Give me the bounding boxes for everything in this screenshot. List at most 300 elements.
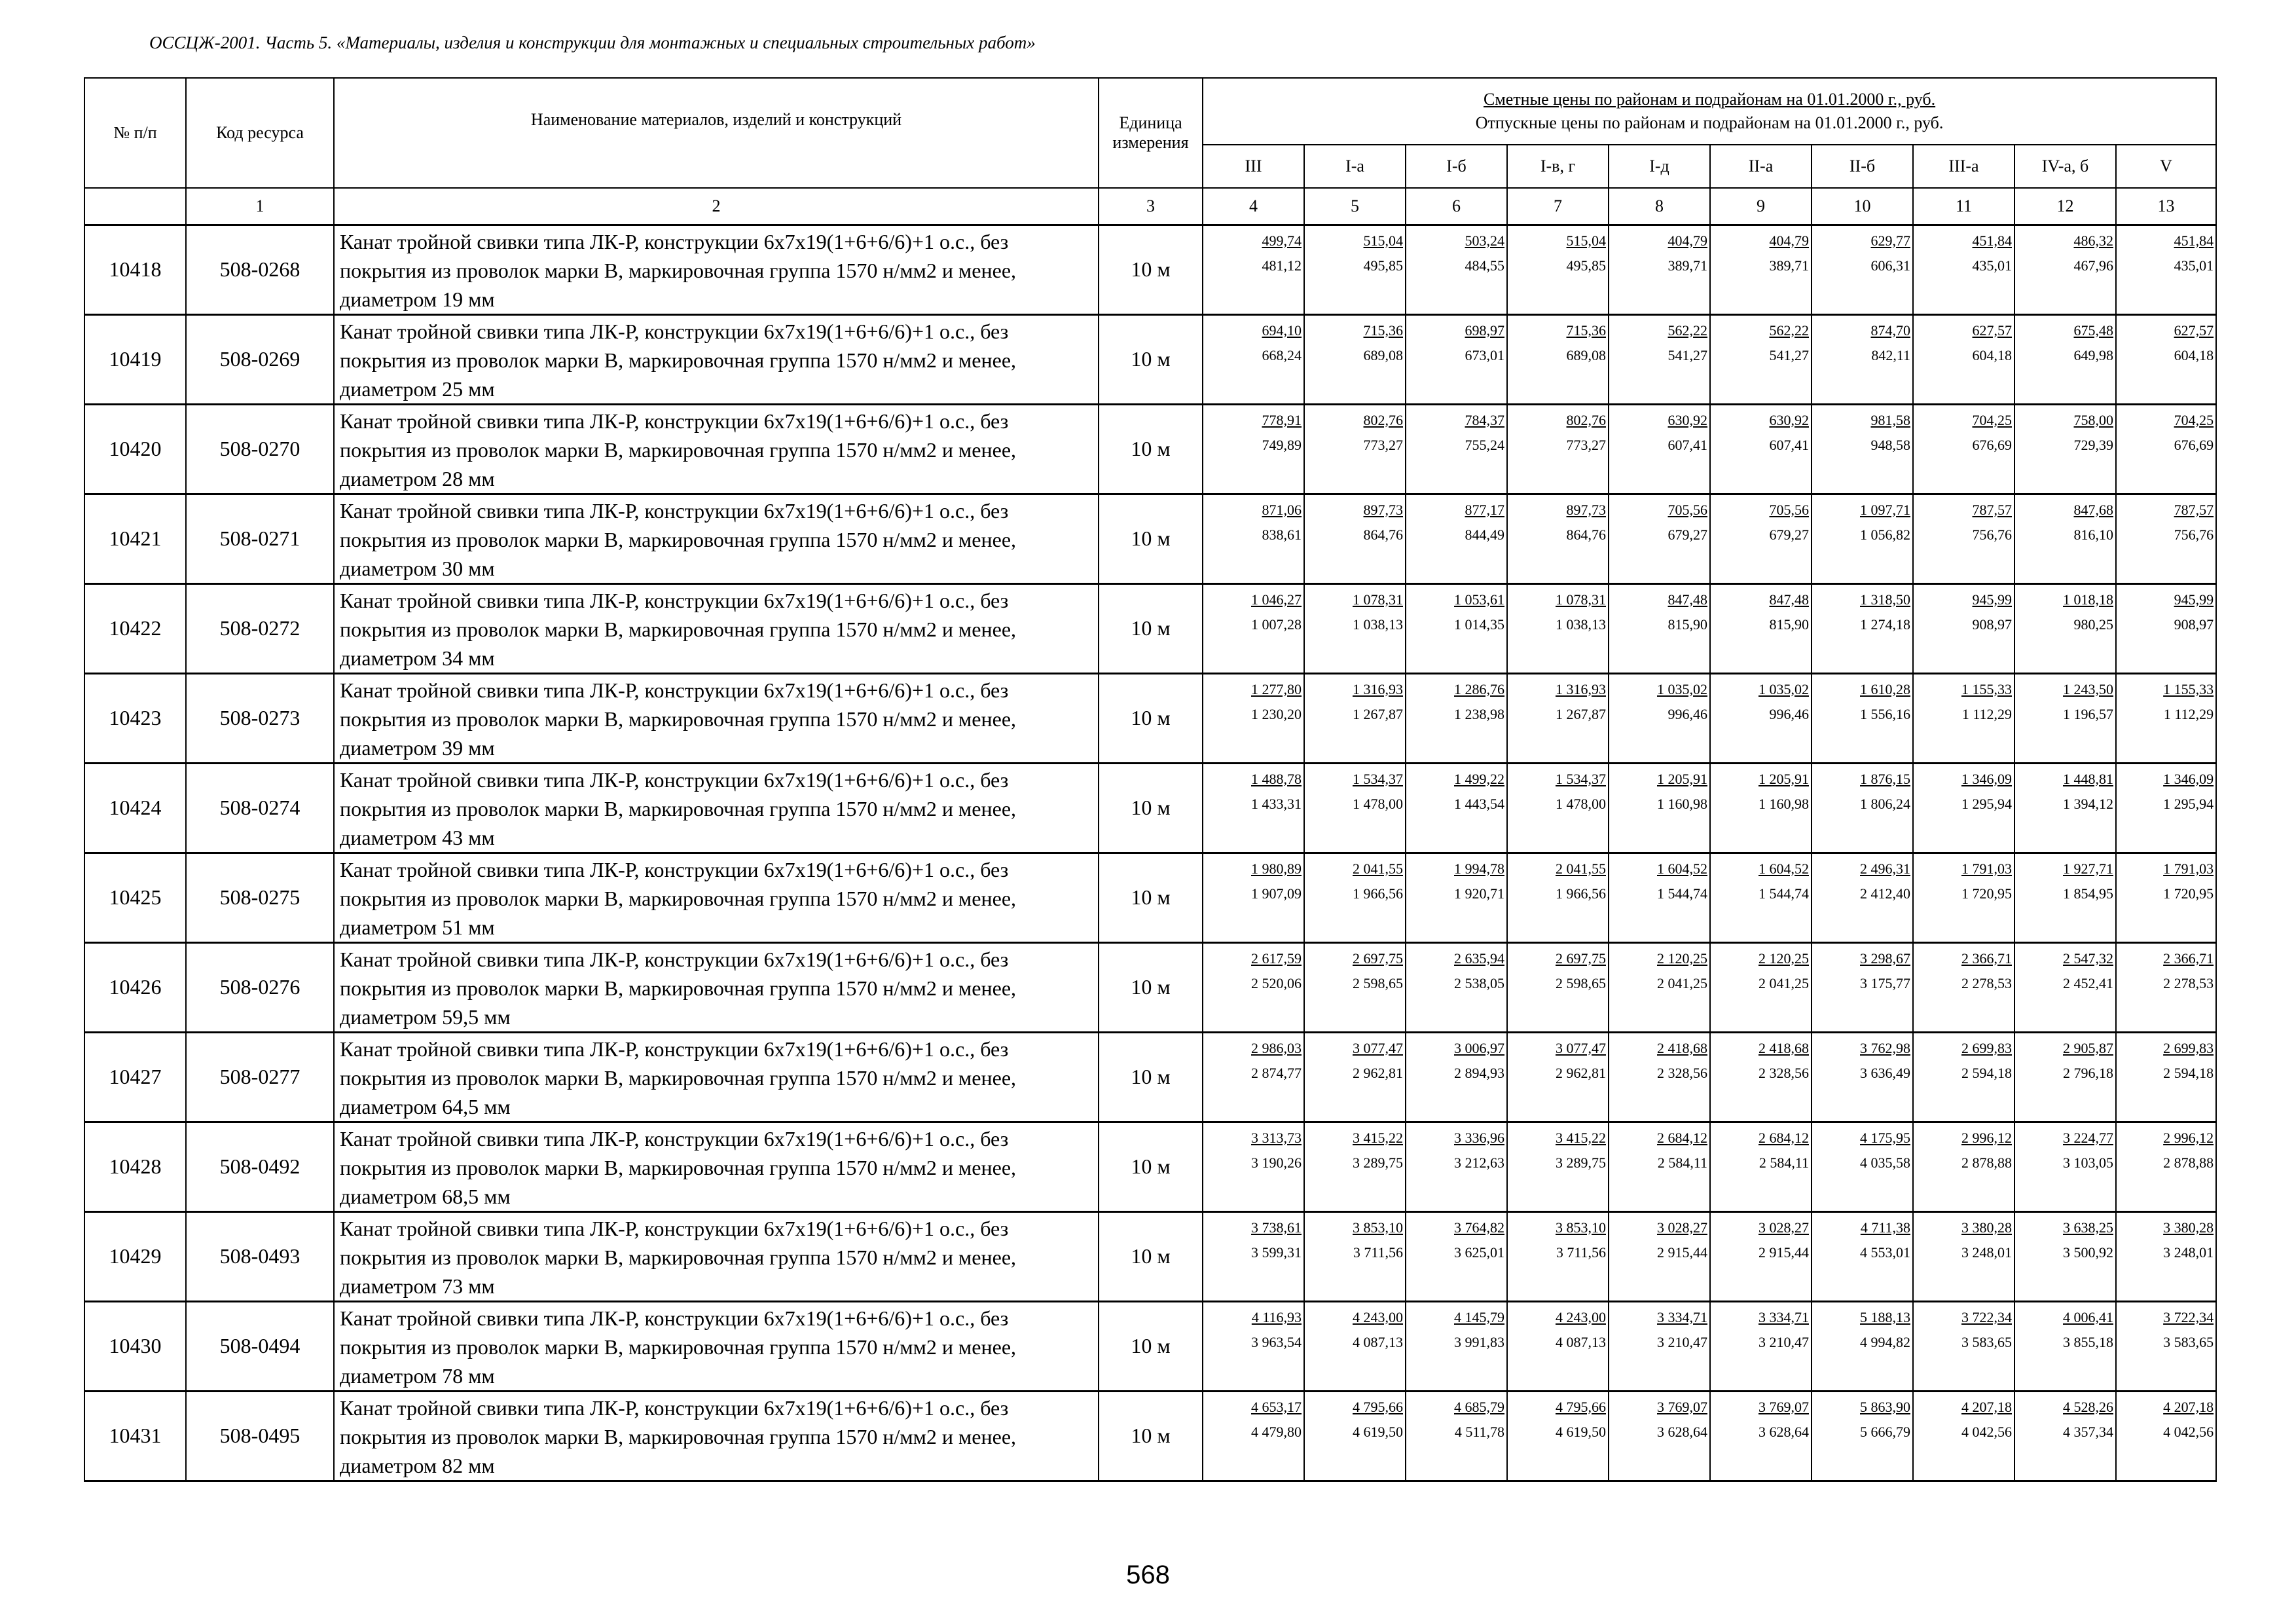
price-cell xyxy=(1913,763,2014,853)
price-cell xyxy=(2116,1301,2216,1391)
release-price: 756,76 xyxy=(2174,526,2214,543)
estimated-price: 1 876,15 xyxy=(1860,770,1910,787)
price-cell xyxy=(1203,404,1304,494)
estimated-price: 562,22 xyxy=(1667,322,1707,339)
release-price: 689,08 xyxy=(1566,346,1606,363)
price-cell xyxy=(1507,583,1609,673)
estimated-price: 787,57 xyxy=(2174,501,2214,518)
price-cell xyxy=(1710,853,1812,942)
price-cell xyxy=(1304,1391,1406,1481)
estimated-price: 1 610,28 xyxy=(1860,680,1910,697)
release-price: 2 328,56 xyxy=(1758,1064,1809,1081)
estimated-price: 404,79 xyxy=(1667,232,1707,249)
estimated-price: 4 207,18 xyxy=(1961,1398,2012,1415)
price-cell xyxy=(1304,1301,1406,1391)
release-price: 3 248,01 xyxy=(2163,1244,2214,1261)
price-cell xyxy=(1913,1122,2014,1211)
price-cell xyxy=(1609,314,1710,404)
release-price: 2 584,11 xyxy=(1657,1154,1707,1171)
estimated-price: 1 078,31 xyxy=(1353,591,1403,608)
estimated-price: 4 653,17 xyxy=(1251,1398,1302,1415)
price-cell xyxy=(1812,404,1913,494)
price-table xyxy=(84,77,2217,1482)
row-number: 10429 xyxy=(84,1211,186,1301)
estimated-price: 3 334,71 xyxy=(1758,1308,1809,1325)
estimated-price: 3 380,28 xyxy=(1961,1219,2012,1236)
estimated-price: 3 336,96 xyxy=(1454,1129,1504,1146)
estimated-price: 1 534,37 xyxy=(1353,770,1403,787)
release-price: 3 711,56 xyxy=(1556,1244,1606,1261)
release-price: 2 915,44 xyxy=(1657,1244,1707,1261)
estimated-price: 627,57 xyxy=(2174,322,2214,339)
column-number: 3 xyxy=(1099,188,1203,225)
unit: 10 м xyxy=(1099,494,1203,583)
estimated-price: 2 120,25 xyxy=(1758,950,1809,967)
unit: 10 м xyxy=(1099,225,1203,314)
price-cell xyxy=(1609,583,1710,673)
table-row xyxy=(84,583,2216,673)
estimated-price: 704,25 xyxy=(1972,411,2012,428)
material-name: Канат тройной свивки типа ЛК-Р, конструкции 6х7х19(1+6+6/6)+1 о.с., без покрытия из проволок марки В, маркировочная группа 1570 н/мм2 и менее, диаметром 68,5 мм xyxy=(334,1122,1099,1211)
release-price: 1 478,00 xyxy=(1353,795,1403,812)
estimated-price: 4 795,66 xyxy=(1353,1398,1403,1415)
release-price: 1 966,56 xyxy=(1556,885,1606,902)
release-price: 1 274,18 xyxy=(1860,616,1910,633)
material-name: Канат тройной свивки типа ЛК-Р, конструкции 6х7х19(1+6+6/6)+1 о.с., без покрытия из проволок марки В, маркировочная группа 1570 н/мм2 и менее, диаметром 82 мм xyxy=(334,1391,1099,1481)
price-cell xyxy=(1812,1391,1913,1481)
region-header: I-д xyxy=(1609,145,1710,188)
price-cell xyxy=(1710,763,1812,853)
release-price: 3 583,65 xyxy=(1961,1333,2012,1350)
release-price: 1 443,54 xyxy=(1454,795,1504,812)
release-price: 838,61 xyxy=(1262,526,1302,543)
release-price: 2 796,18 xyxy=(2063,1064,2113,1081)
price-cell xyxy=(2014,942,2116,1032)
price-cell xyxy=(1203,225,1304,314)
release-price: 4 042,56 xyxy=(1961,1423,2012,1440)
release-price: 2 328,56 xyxy=(1657,1064,1707,1081)
estimated-price: 2 496,31 xyxy=(1860,860,1910,877)
release-price: 1 038,13 xyxy=(1353,616,1403,633)
release-price: 2 598,65 xyxy=(1556,974,1606,991)
price-cell xyxy=(1812,942,1913,1032)
estimated-price: 1 448,81 xyxy=(2063,770,2113,787)
release-price: 3 248,01 xyxy=(1961,1244,2012,1261)
price-cell xyxy=(1609,942,1710,1032)
table-row xyxy=(84,853,2216,942)
release-price: 1 720,95 xyxy=(1961,885,2012,902)
release-price: 4 619,50 xyxy=(1353,1423,1403,1440)
price-cell xyxy=(1710,1391,1812,1481)
column-number: 1 xyxy=(186,188,334,225)
price-cell xyxy=(1710,225,1812,314)
row-number: 10420 xyxy=(84,404,186,494)
price-cell xyxy=(1609,853,1710,942)
col-header-unit: Единица измерения xyxy=(1099,78,1203,188)
estimated-price: 3 077,47 xyxy=(1556,1039,1606,1056)
estimated-price: 4 528,26 xyxy=(2063,1398,2113,1415)
estimated-price: 451,84 xyxy=(1972,232,2012,249)
estimated-price: 1 927,71 xyxy=(2063,860,2113,877)
price-cell xyxy=(1913,1032,2014,1122)
estimated-price: 404,79 xyxy=(1769,232,1809,249)
estimated-price: 2 996,12 xyxy=(1961,1129,2012,1146)
price-cell xyxy=(2116,1122,2216,1211)
region-header: V xyxy=(2116,145,2216,188)
column-number: 13 xyxy=(2116,188,2216,225)
release-price: 2 598,65 xyxy=(1353,974,1403,991)
estimated-price: 3 415,22 xyxy=(1353,1129,1403,1146)
price-cell xyxy=(1203,583,1304,673)
price-cell xyxy=(2014,1122,2116,1211)
table-row xyxy=(84,1301,2216,1391)
estimated-price: 3 853,10 xyxy=(1556,1219,1606,1236)
column-number: 7 xyxy=(1507,188,1609,225)
price-cell xyxy=(2014,404,2116,494)
unit: 10 м xyxy=(1099,1391,1203,1481)
price-cell xyxy=(1406,404,1507,494)
price-cell xyxy=(1304,1032,1406,1122)
release-price: 3 289,75 xyxy=(1353,1154,1403,1171)
release-price: 2 962,81 xyxy=(1556,1064,1606,1081)
row-number: 10419 xyxy=(84,314,186,404)
release-price: 749,89 xyxy=(1262,436,1302,453)
release-price: 2 874,77 xyxy=(1251,1064,1302,1081)
price-cell xyxy=(1406,1301,1507,1391)
release-price: 1 112,29 xyxy=(1961,705,2012,722)
price-cell xyxy=(1710,1211,1812,1301)
estimated-price: 3 006,97 xyxy=(1454,1039,1504,1056)
price-cell xyxy=(1609,1211,1710,1301)
price-cell xyxy=(1304,583,1406,673)
release-price: 2 278,53 xyxy=(2163,974,2214,991)
estimated-price: 784,37 xyxy=(1465,411,1504,428)
estimated-price: 3 762,98 xyxy=(1860,1039,1910,1056)
price-cell xyxy=(1710,404,1812,494)
release-price: 4 087,13 xyxy=(1353,1333,1403,1350)
material-name: Канат тройной свивки типа ЛК-Р, конструкции 6х7х19(1+6+6/6)+1 о.с., без покрытия из проволок марки В, маркировочная группа 1570 н/мм2 и менее, диаметром 43 мм xyxy=(334,763,1099,853)
estimated-price: 847,68 xyxy=(2073,501,2113,518)
column-number: 8 xyxy=(1609,188,1710,225)
estimated-price: 4 006,41 xyxy=(2063,1308,2113,1325)
estimated-price: 2 418,68 xyxy=(1657,1039,1707,1056)
estimated-price: 3 853,10 xyxy=(1353,1219,1403,1236)
estimated-price: 802,76 xyxy=(1566,411,1606,428)
estimated-price: 3 224,77 xyxy=(2063,1129,2113,1146)
unit: 10 м xyxy=(1099,314,1203,404)
estimated-price: 5 188,13 xyxy=(1860,1308,1910,1325)
col-header-prices xyxy=(1203,78,2216,145)
price-cell xyxy=(1507,494,1609,583)
table-row xyxy=(84,494,2216,583)
region-header: III-а xyxy=(1913,145,2014,188)
resource-code: 508-0269 xyxy=(186,314,334,404)
resource-code: 508-0273 xyxy=(186,673,334,763)
release-price: 1 112,29 xyxy=(2163,705,2214,722)
material-name: Канат тройной свивки типа ЛК-Р, конструкции 6х7х19(1+6+6/6)+1 о.с., без покрытия из проволок марки В, маркировочная группа 1570 н/мм2 и менее, диаметром 73 мм xyxy=(334,1211,1099,1301)
region-header: I-в, г xyxy=(1507,145,1609,188)
row-number: 10428 xyxy=(84,1122,186,1211)
estimated-price: 847,48 xyxy=(1667,591,1707,608)
estimated-price: 1 205,91 xyxy=(1758,770,1809,787)
estimated-price: 4 145,79 xyxy=(1454,1308,1504,1325)
price-cell xyxy=(1203,673,1304,763)
estimated-price: 2 996,12 xyxy=(2163,1129,2214,1146)
release-price: 604,18 xyxy=(2174,346,2214,363)
release-price: 4 994,82 xyxy=(1860,1333,1910,1350)
release-price: 541,27 xyxy=(1769,346,1809,363)
price-cell xyxy=(1812,1032,1913,1122)
release-price: 1 907,09 xyxy=(1251,885,1302,902)
release-price: 1 478,00 xyxy=(1556,795,1606,812)
column-number: 2 xyxy=(334,188,1099,225)
price-cell xyxy=(2014,1032,2116,1122)
release-price: 495,85 xyxy=(1566,257,1606,274)
resource-code: 508-0274 xyxy=(186,763,334,853)
estimated-price: 2 041,55 xyxy=(1556,860,1606,877)
estimated-price: 3 028,27 xyxy=(1758,1219,1809,1236)
estimated-price: 694,10 xyxy=(1262,322,1302,339)
table-body xyxy=(84,225,2216,1481)
price-cell xyxy=(1812,1122,1913,1211)
price-cell xyxy=(2014,763,2116,853)
column-number xyxy=(84,188,186,225)
table-row xyxy=(84,404,2216,494)
price-cell xyxy=(1507,1391,1609,1481)
price-cell xyxy=(1812,673,1913,763)
estimated-price: 1 035,02 xyxy=(1758,680,1809,697)
unit: 10 м xyxy=(1099,1122,1203,1211)
estimated-price: 2 366,71 xyxy=(2163,950,2214,967)
release-price: 1 806,24 xyxy=(1860,795,1910,812)
row-number: 10427 xyxy=(84,1032,186,1122)
estimated-price: 3 769,07 xyxy=(1758,1398,1809,1415)
release-price: 649,98 xyxy=(2073,346,2113,363)
release-price: 2 412,40 xyxy=(1860,885,1910,902)
price-cell xyxy=(1609,404,1710,494)
estimated-price: 1 534,37 xyxy=(1556,770,1606,787)
region-header: IV-а, б xyxy=(2014,145,2116,188)
release-price: 756,76 xyxy=(1972,526,2012,543)
price-cell xyxy=(1609,1122,1710,1211)
release-price: 1 160,98 xyxy=(1657,795,1707,812)
release-price: 1 433,31 xyxy=(1251,795,1302,812)
price-cell xyxy=(1203,942,1304,1032)
estimated-price: 4 711,38 xyxy=(1860,1219,1910,1236)
release-price: 4 619,50 xyxy=(1556,1423,1606,1440)
price-cell xyxy=(1203,1301,1304,1391)
unit: 10 м xyxy=(1099,1301,1203,1391)
material-name: Канат тройной свивки типа ЛК-Р, конструкции 6х7х19(1+6+6/6)+1 о.с., без покрытия из проволок марки В, маркировочная группа 1570 н/мм2 и менее, диаметром 59,5 мм xyxy=(334,942,1099,1032)
release-price: 3 103,05 xyxy=(2063,1154,2113,1171)
release-price: 495,85 xyxy=(1363,257,1403,274)
estimated-price: 4 175,95 xyxy=(1860,1129,1910,1146)
release-price: 607,41 xyxy=(1769,436,1809,453)
table-row xyxy=(84,314,2216,404)
row-number: 10431 xyxy=(84,1391,186,1481)
release-price: 773,27 xyxy=(1566,436,1606,453)
estimated-price: 2 617,59 xyxy=(1251,950,1302,967)
price-cell xyxy=(2116,1391,2216,1481)
page-number: 568 xyxy=(1126,1560,1170,1589)
estimated-price: 2 684,12 xyxy=(1758,1129,1809,1146)
price-cell xyxy=(1710,942,1812,1032)
release-price: 3 599,31 xyxy=(1251,1244,1302,1261)
release-price: 3 212,63 xyxy=(1454,1154,1504,1171)
column-number: 6 xyxy=(1406,188,1507,225)
price-cell xyxy=(1609,1032,1710,1122)
price-cell xyxy=(1203,1122,1304,1211)
release-price: 2 915,44 xyxy=(1758,1244,1809,1261)
release-price: 844,49 xyxy=(1465,526,1504,543)
estimated-price: 1 243,50 xyxy=(2063,680,2113,697)
price-cell xyxy=(1913,314,2014,404)
estimated-price: 2 366,71 xyxy=(1961,950,2012,967)
estimated-price: 705,56 xyxy=(1769,501,1809,518)
release-price: 3 190,26 xyxy=(1251,1154,1302,1171)
table-row xyxy=(84,1032,2216,1122)
price-cell xyxy=(1406,1391,1507,1481)
material-name: Канат тройной свивки типа ЛК-Р, конструкции 6х7х19(1+6+6/6)+1 о.с., без покрытия из проволок марки В, маркировочная группа 1570 н/мм2 и менее, диаметром 25 мм xyxy=(334,314,1099,404)
price-cell xyxy=(2116,942,2216,1032)
estimated-price: 562,22 xyxy=(1769,322,1809,339)
release-price: 1 038,13 xyxy=(1556,616,1606,633)
price-cell xyxy=(1406,225,1507,314)
price-cell xyxy=(2116,853,2216,942)
row-number: 10425 xyxy=(84,853,186,942)
estimated-price: 1 097,71 xyxy=(1860,501,1910,518)
release-price: 389,71 xyxy=(1667,257,1707,274)
price-cell xyxy=(2116,763,2216,853)
price-cell xyxy=(1406,1211,1507,1301)
price-cell xyxy=(1913,942,2014,1032)
material-name: Канат тройной свивки типа ЛК-Р, конструкции 6х7х19(1+6+6/6)+1 о.с., без покрытия из проволок марки В, маркировочная группа 1570 н/мм2 и менее, диаметром 51 мм xyxy=(334,853,1099,942)
release-price: 773,27 xyxy=(1363,436,1403,453)
price-cell xyxy=(2116,404,2216,494)
region-header: II-б xyxy=(1812,145,1913,188)
release-price: 676,69 xyxy=(2174,436,2214,453)
release-price: 689,08 xyxy=(1363,346,1403,363)
estimated-price: 630,92 xyxy=(1769,411,1809,428)
price-cell xyxy=(2014,853,2116,942)
row-number: 10422 xyxy=(84,583,186,673)
estimated-price: 1 035,02 xyxy=(1657,680,1707,697)
estimated-price: 4 243,00 xyxy=(1556,1308,1606,1325)
release-price: 1 295,94 xyxy=(1961,795,2012,812)
release-price: 673,01 xyxy=(1465,346,1504,363)
table-row xyxy=(84,1391,2216,1481)
price-cell xyxy=(1710,583,1812,673)
release-price: 4 553,01 xyxy=(1860,1244,1910,1261)
estimated-price: 3 380,28 xyxy=(2163,1219,2214,1236)
release-price: 4 042,56 xyxy=(2163,1423,2214,1440)
estimated-price: 4 795,66 xyxy=(1556,1398,1606,1415)
price-cell xyxy=(1304,763,1406,853)
estimated-price: 3 722,34 xyxy=(1961,1308,2012,1325)
price-cell xyxy=(1203,494,1304,583)
row-number: 10426 xyxy=(84,942,186,1032)
estimated-price: 847,48 xyxy=(1769,591,1809,608)
release-price: 2 278,53 xyxy=(1961,974,2012,991)
estimated-price: 2 905,87 xyxy=(2063,1039,2113,1056)
price-cell xyxy=(1507,1301,1609,1391)
price-cell xyxy=(1710,1301,1812,1391)
row-number: 10424 xyxy=(84,763,186,853)
release-price: 2 878,88 xyxy=(2163,1154,2214,1171)
price-cell xyxy=(2116,225,2216,314)
resource-code: 508-0277 xyxy=(186,1032,334,1122)
estimated-price: 1 791,03 xyxy=(2163,860,2214,877)
column-number: 11 xyxy=(1913,188,2014,225)
release-price: 606,31 xyxy=(1870,257,1910,274)
release-price: 676,69 xyxy=(1972,436,2012,453)
release-price: 679,27 xyxy=(1769,526,1809,543)
release-price: 3 175,77 xyxy=(1860,974,1910,991)
price-cell xyxy=(2014,1301,2116,1391)
estimated-price: 1 604,52 xyxy=(1657,860,1707,877)
release-price: 1 556,16 xyxy=(1860,705,1910,722)
price-cell xyxy=(1406,494,1507,583)
estimated-price: 4 243,00 xyxy=(1353,1308,1403,1325)
resource-code: 508-0493 xyxy=(186,1211,334,1301)
price-cell xyxy=(2116,583,2216,673)
estimated-price: 2 120,25 xyxy=(1657,950,1707,967)
estimated-price: 2 041,55 xyxy=(1353,860,1403,877)
column-number: 9 xyxy=(1710,188,1812,225)
column-number-row xyxy=(84,188,2216,225)
unit: 10 м xyxy=(1099,763,1203,853)
row-number: 10421 xyxy=(84,494,186,583)
price-estimated-label: Сметные цены по районам и подрайонам на 01.01.2000 г., руб. xyxy=(1483,89,1936,109)
price-cell xyxy=(1406,673,1507,763)
estimated-price: 1 499,22 xyxy=(1454,770,1504,787)
estimated-price: 2 635,94 xyxy=(1454,950,1504,967)
price-cell xyxy=(2014,225,2116,314)
resource-code: 508-0276 xyxy=(186,942,334,1032)
price-cell xyxy=(1609,225,1710,314)
price-cell xyxy=(1812,583,1913,673)
release-price: 1 007,28 xyxy=(1251,616,1302,633)
column-number: 5 xyxy=(1304,188,1406,225)
document-header: ОССЦЖ-2001. Часть 5. «Материалы, изделия и конструкции для монтажных и специальных строительных работ» xyxy=(149,33,1036,52)
region-header: I-б xyxy=(1406,145,1507,188)
release-price: 1 966,56 xyxy=(1353,885,1403,902)
price-cell xyxy=(1304,1122,1406,1211)
release-price: 3 628,64 xyxy=(1758,1423,1809,1440)
price-cell xyxy=(1406,853,1507,942)
table-row xyxy=(84,1122,2216,1211)
price-cell xyxy=(1203,1032,1304,1122)
estimated-price: 1 346,09 xyxy=(2163,770,2214,787)
release-price: 815,90 xyxy=(1667,616,1707,633)
estimated-price: 503,24 xyxy=(1465,232,1504,249)
release-price: 816,10 xyxy=(2073,526,2113,543)
release-price: 1 854,95 xyxy=(2063,885,2113,902)
release-price: 948,58 xyxy=(1870,436,1910,453)
estimated-price: 675,48 xyxy=(2073,322,2113,339)
price-cell xyxy=(2116,673,2216,763)
estimated-price: 2 699,83 xyxy=(2163,1039,2214,1056)
estimated-price: 629,77 xyxy=(1870,232,1910,249)
estimated-price: 451,84 xyxy=(2174,232,2214,249)
release-price: 5 666,79 xyxy=(1860,1423,1910,1440)
estimated-price: 802,76 xyxy=(1363,411,1403,428)
price-cell xyxy=(1507,404,1609,494)
estimated-price: 2 684,12 xyxy=(1657,1129,1707,1146)
release-price: 481,12 xyxy=(1262,257,1302,274)
release-price: 864,76 xyxy=(1566,526,1606,543)
material-name: Канат тройной свивки типа ЛК-Р, конструкции 6х7х19(1+6+6/6)+1 о.с., без покрытия из проволок марки В, маркировочная группа 1570 н/мм2 и менее, диаметром 64,5 мм xyxy=(334,1032,1099,1122)
